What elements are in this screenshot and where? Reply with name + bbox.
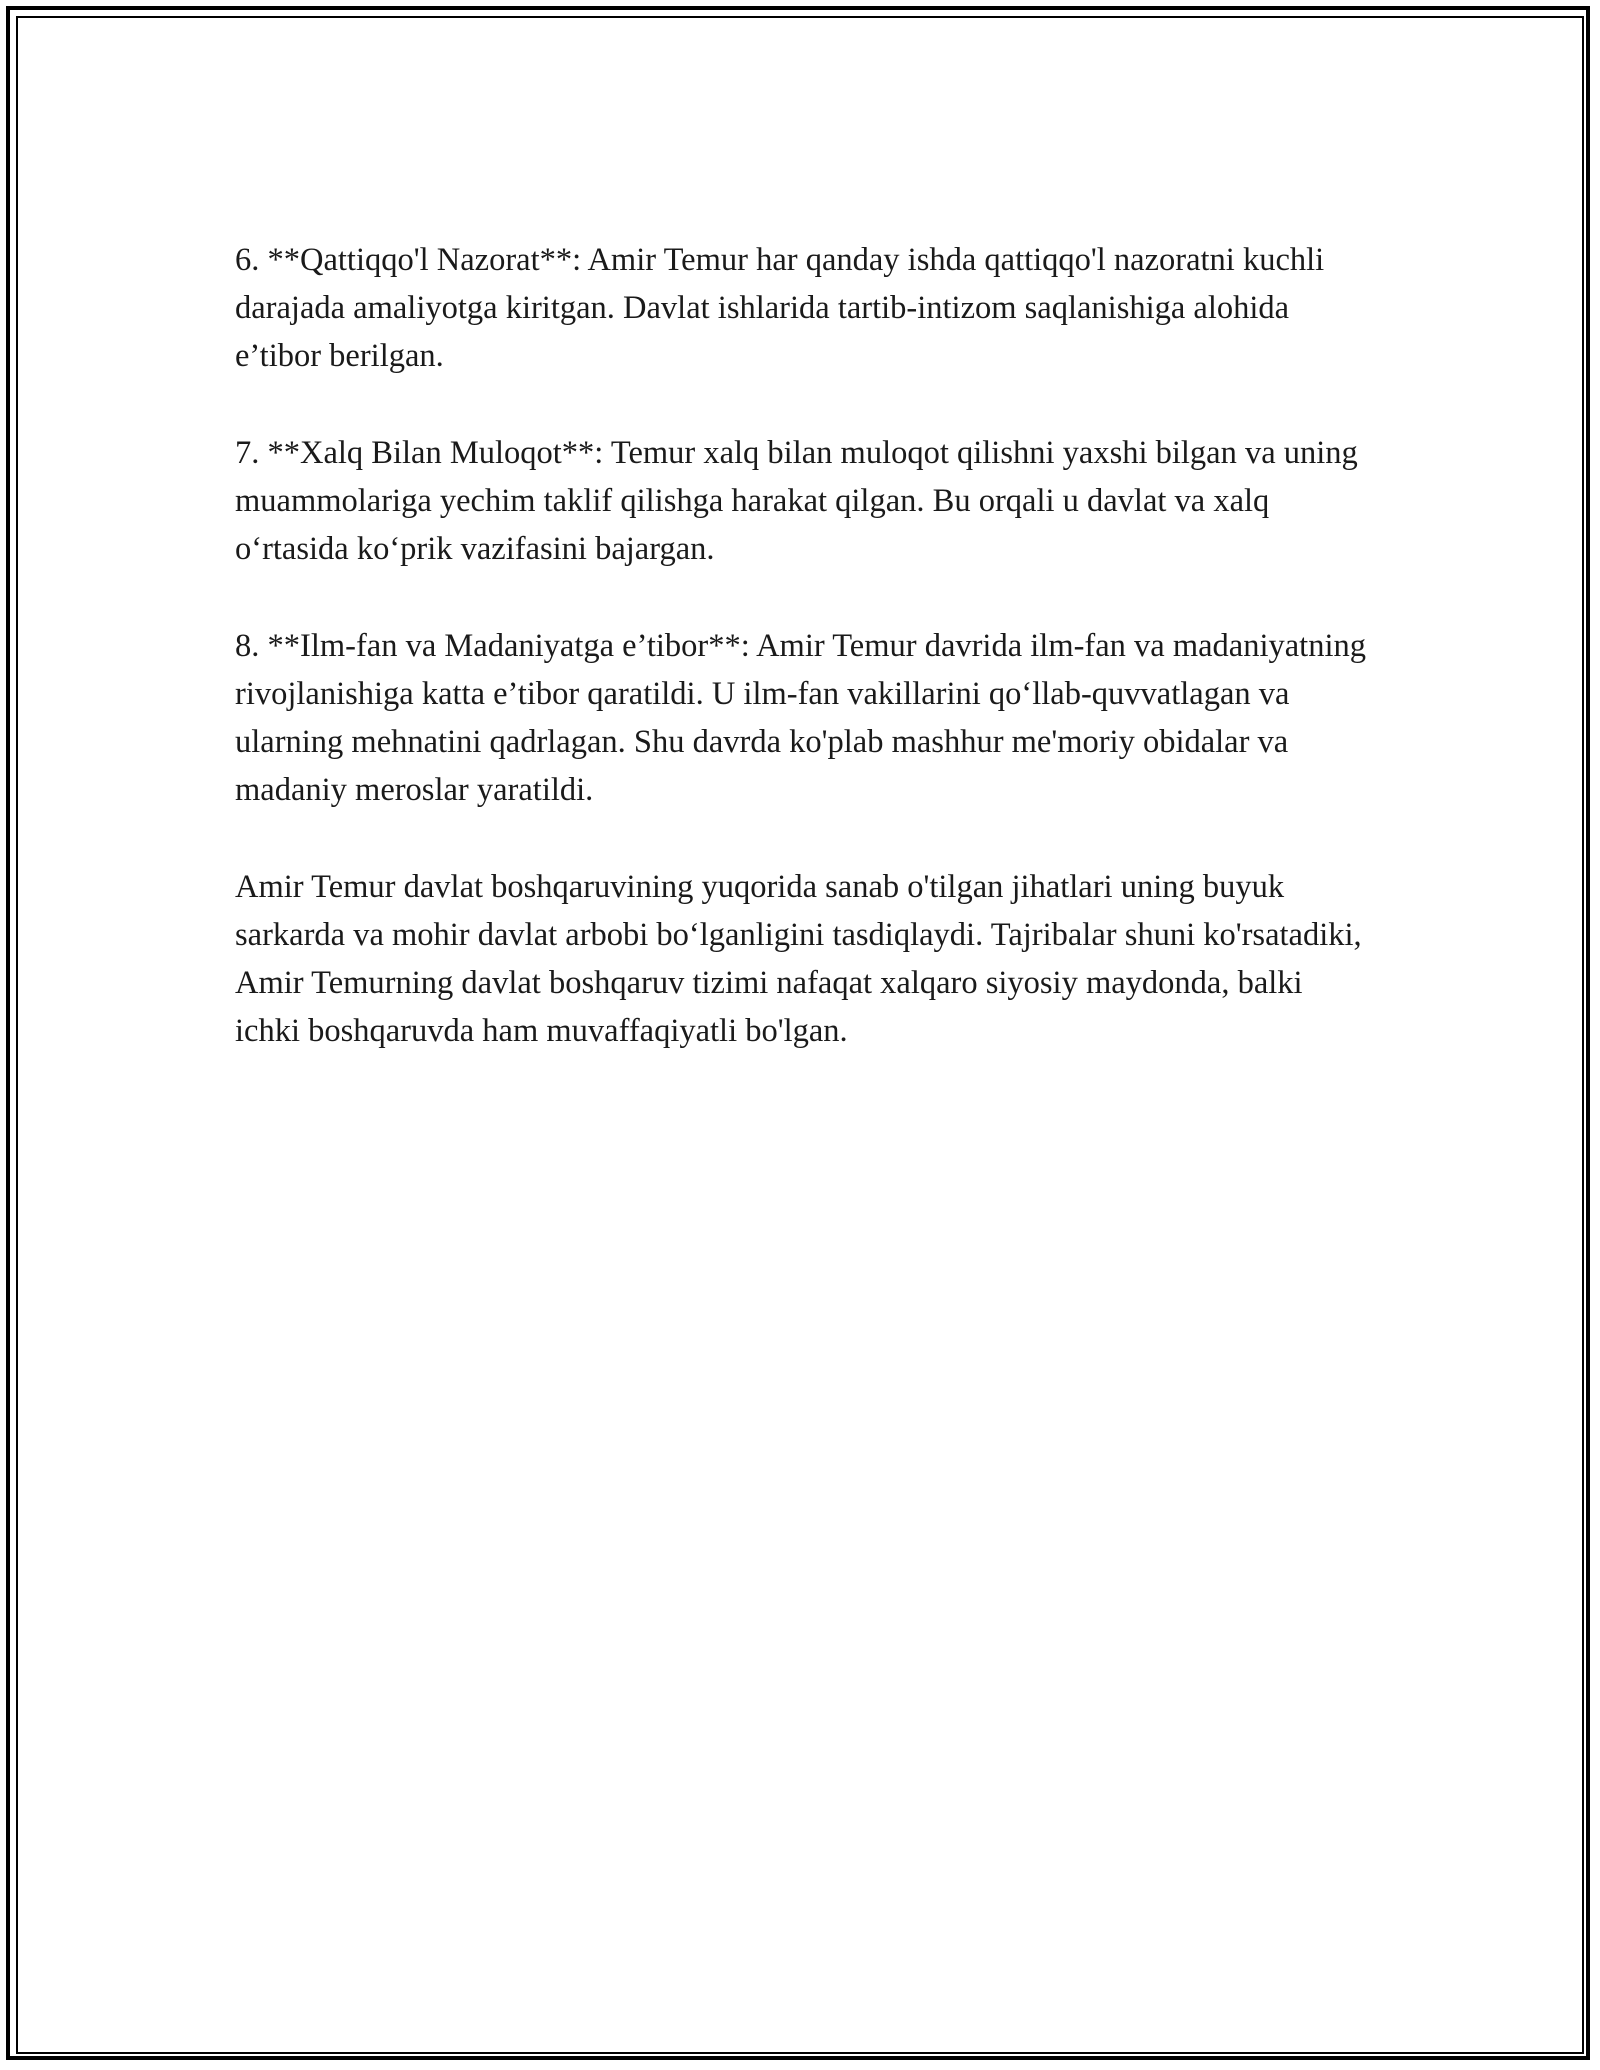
- paragraph-item-8: 8. **Ilm-fan va Madaniyatga e’tibor**: Amir Temur davrida ilm-fan va madaniyatning rivojlanishiga katta e’tibor qaratildi. U ilm-fan vakillarini qo‘llab-quvvatlagan va ularning mehnatini qadrlagan. Shu davrda ko'plab mashhur me'moriy obidalar va madaniy meroslar yaratildi.: [235, 628, 1366, 808]
- document-body: [235, 236, 1375, 1104]
- paragraph-item-6: 6. **Qattiqqo'l Nazorat**: Amir Temur har qanday ishda qattiqqo'l nazoratni kuchli darajada amaliyotga kiritgan. Davlat ishlarida tartib-intizom saqlanishiga alohida e’tibor berilgan.: [235, 242, 1325, 374]
- paragraph-item-7: 7. **Xalq Bilan Muloqot**: Temur xalq bilan muloqot qilishni yaxshi bilgan va uning muammolariga yechim taklif qilishga harakat qilgan. Bu orqali u davlat va xalq o‘rtasida ko‘prik vazifasini bajargan.: [235, 435, 1358, 567]
- paragraph-conclusion: Amir Temur davlat boshqaruvining yuqorida sanab o'tilgan jihatlari uning buyuk sarkarda va mohir davlat arbobi bo‘lganligini tasdiqlaydi. Tajribalar shuni ko'rsatadiki, Amir Temurning davlat boshqaruv tizimi nafaqat xalqaro siyosiy maydonda, balki ichki boshqaruvda ham muvaffaqiyatli bo'lgan.: [235, 869, 1362, 1049]
